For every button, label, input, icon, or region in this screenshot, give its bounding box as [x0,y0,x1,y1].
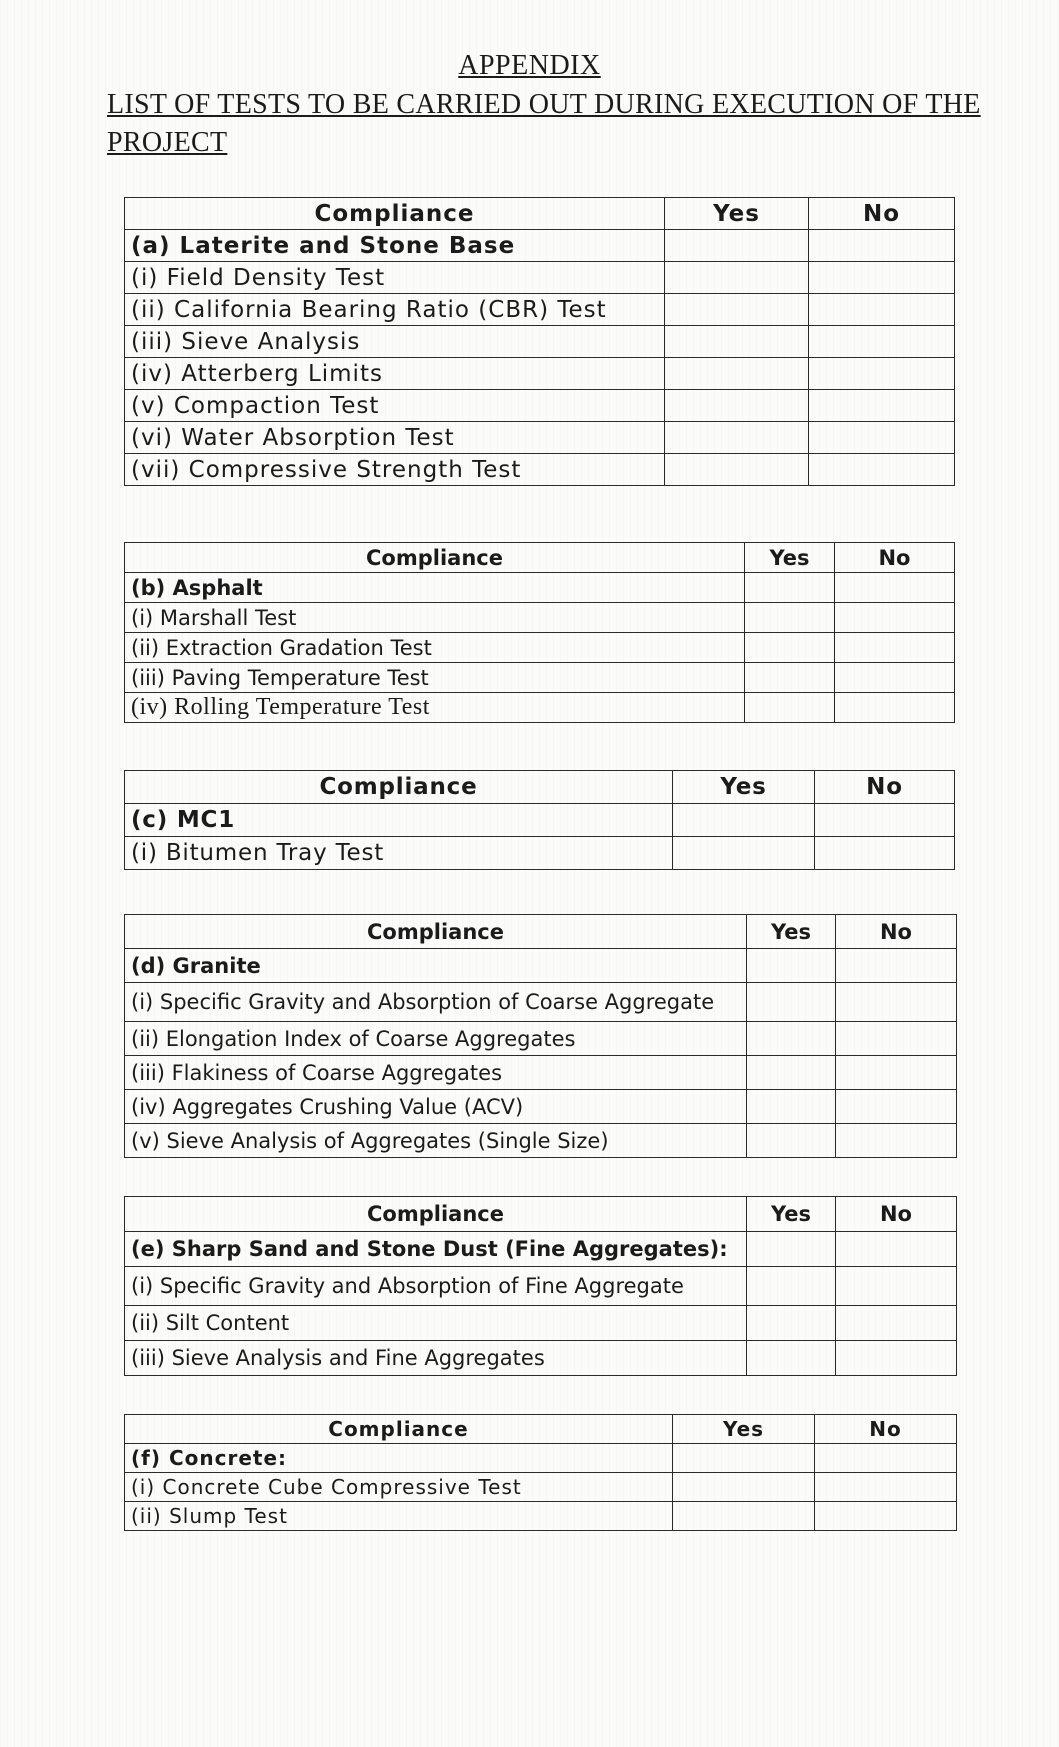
yes-cell[interactable] [665,294,809,326]
test-label: (iv) Rolling Temperature Test [125,693,745,723]
test-row [125,454,955,486]
no-header: No [836,1197,957,1232]
no-cell[interactable] [809,454,955,486]
yes-cell[interactable] [745,633,835,663]
section-row [125,949,957,983]
table-header-row [125,771,955,804]
section-row [125,1232,957,1267]
yes-header: Yes [745,543,835,573]
compliance-header: Compliance [125,543,745,573]
no-cell[interactable] [815,804,955,837]
compliance-table-mc1 [124,770,955,870]
compliance-table-granite [124,914,957,1158]
table-header-row [125,1197,957,1232]
test-row [125,837,955,870]
test-row [125,1090,957,1124]
compliance-header: Compliance [125,1197,747,1232]
section-row [125,573,955,603]
no-cell[interactable] [836,1306,957,1341]
page-subtitle: LIST OF TESTS TO BE CARRIED OUT DURING EXECUTION OF THE PROJECT [107,89,981,158]
test-label: (i) Marshall Test [125,603,745,633]
section-label: (d) Granite [125,949,747,983]
yes-cell[interactable] [747,1056,836,1090]
test-row [125,1022,957,1056]
no-cell[interactable] [809,358,955,390]
no-cell[interactable] [836,1267,957,1306]
test-row [125,326,955,358]
no-cell[interactable] [809,390,955,422]
yes-cell[interactable] [665,422,809,454]
test-row [125,390,955,422]
yes-cell[interactable] [747,1267,836,1306]
test-label: (iii) Flakiness of Coarse Aggregates [125,1056,747,1090]
test-label: (ii) California Bearing Ratio (CBR) Test [125,294,665,326]
test-label: (vii) Compressive Strength Test [125,454,665,486]
yes-cell[interactable] [665,326,809,358]
no-header: No [809,198,955,230]
test-label: (i) Field Density Test [125,262,665,294]
no-cell[interactable] [836,1056,957,1090]
yes-cell[interactable] [673,804,815,837]
yes-header: Yes [747,915,836,949]
yes-cell[interactable] [747,1022,836,1056]
no-cell[interactable] [836,983,957,1022]
yes-header: Yes [673,771,815,804]
yes-header: Yes [673,1415,815,1444]
table-header-row [125,198,955,230]
section-row [125,230,955,262]
no-cell[interactable] [836,949,957,983]
test-row [125,983,957,1022]
no-cell[interactable] [836,1232,957,1267]
table-header-row [125,543,955,573]
yes-cell[interactable] [665,390,809,422]
test-label: (iii) Sieve Analysis and Fine Aggregates [125,1341,747,1376]
yes-cell[interactable] [745,663,835,693]
test-label: (vi) Water Absorption Test [125,422,665,454]
no-header: No [815,771,955,804]
yes-cell[interactable] [673,1502,815,1531]
no-cell[interactable] [836,1022,957,1056]
no-cell[interactable] [836,1341,957,1376]
section-label: (c) MC1 [125,804,673,837]
yes-cell[interactable] [665,230,809,262]
section-row [125,1444,957,1473]
yes-header: Yes [747,1197,836,1232]
test-row [125,262,955,294]
section-label: (b) Asphalt [125,573,745,603]
test-label: (i) Specific Gravity and Absorption of Fine Aggregate [125,1267,747,1306]
no-cell[interactable] [815,1473,957,1502]
no-cell[interactable] [835,573,955,603]
yes-cell[interactable] [665,358,809,390]
test-row [125,1341,957,1376]
page-title: APPENDIX [458,50,601,81]
yes-cell[interactable] [747,949,836,983]
test-row [125,663,955,693]
table-header-row [125,1415,957,1444]
section-label: (f) Concrete: [125,1444,673,1473]
yes-cell[interactable] [745,603,835,633]
no-cell[interactable] [836,1090,957,1124]
compliance-table-asphalt [124,542,955,723]
test-label: (i) Specific Gravity and Absorption of Coarse Aggregate [125,983,747,1022]
yes-cell[interactable] [673,1473,815,1502]
compliance-header: Compliance [125,771,673,804]
yes-cell[interactable] [665,454,809,486]
test-row [125,1306,957,1341]
test-row [125,294,955,326]
no-cell[interactable] [809,230,955,262]
test-row [125,358,955,390]
yes-cell[interactable] [665,262,809,294]
no-cell[interactable] [809,262,955,294]
no-cell[interactable] [815,1444,957,1473]
yes-cell[interactable] [747,1090,836,1124]
test-label: (iii) Sieve Analysis [125,326,665,358]
yes-cell[interactable] [745,693,835,723]
test-label: (ii) Elongation Index of Coarse Aggregates [125,1022,747,1056]
test-row [125,1267,957,1306]
section-row [125,804,955,837]
yes-header: Yes [665,198,809,230]
test-row [125,1473,957,1502]
test-label: (i) Bitumen Tray Test [125,837,673,870]
yes-cell[interactable] [673,1444,815,1473]
test-label: (i) Concrete Cube Compressive Test [125,1473,673,1502]
yes-cell[interactable] [747,1232,836,1267]
no-cell[interactable] [836,1124,957,1158]
section-label: (e) Sharp Sand and Stone Dust (Fine Aggregates): [125,1232,747,1267]
yes-cell[interactable] [747,983,836,1022]
test-label: (ii) Slump Test [125,1502,673,1531]
test-row [125,693,955,723]
compliance-table-fine-aggregates [124,1196,957,1376]
table-header-row [125,915,957,949]
no-cell[interactable] [835,603,955,633]
yes-cell[interactable] [747,1124,836,1158]
no-cell[interactable] [809,326,955,358]
compliance-header: Compliance [125,198,665,230]
yes-cell[interactable] [747,1306,836,1341]
yes-cell[interactable] [745,573,835,603]
test-label: (ii) Silt Content [125,1306,747,1341]
no-cell[interactable] [809,422,955,454]
test-row [125,633,955,663]
no-cell[interactable] [815,1502,957,1531]
test-label: (v) Sieve Analysis of Aggregates (Single Size) [125,1124,747,1158]
test-row [125,603,955,633]
no-cell[interactable] [809,294,955,326]
test-row [125,422,955,454]
no-header: No [815,1415,957,1444]
test-row [125,1502,957,1531]
no-header: No [835,543,955,573]
compliance-header: Compliance [125,915,747,949]
yes-cell[interactable] [673,837,815,870]
test-label: (iv) Aggregates Crushing Value (ACV) [125,1090,747,1124]
no-cell[interactable] [835,693,955,723]
test-label: (iv) Atterberg Limits [125,358,665,390]
test-row [125,1056,957,1090]
compliance-header: Compliance [125,1415,673,1444]
compliance-table-concrete [124,1414,957,1531]
section-label: (a) Laterite and Stone Base [125,230,665,262]
no-cell[interactable] [815,837,955,870]
compliance-table-laterite [124,197,955,486]
test-row [125,1124,957,1158]
test-label: (v) Compaction Test [125,390,665,422]
test-label: (iii) Paving Temperature Test [125,663,745,693]
no-header: No [836,915,957,949]
no-cell[interactable] [835,663,955,693]
no-cell[interactable] [835,633,955,663]
test-label: (ii) Extraction Gradation Test [125,633,745,663]
yes-cell[interactable] [747,1341,836,1376]
